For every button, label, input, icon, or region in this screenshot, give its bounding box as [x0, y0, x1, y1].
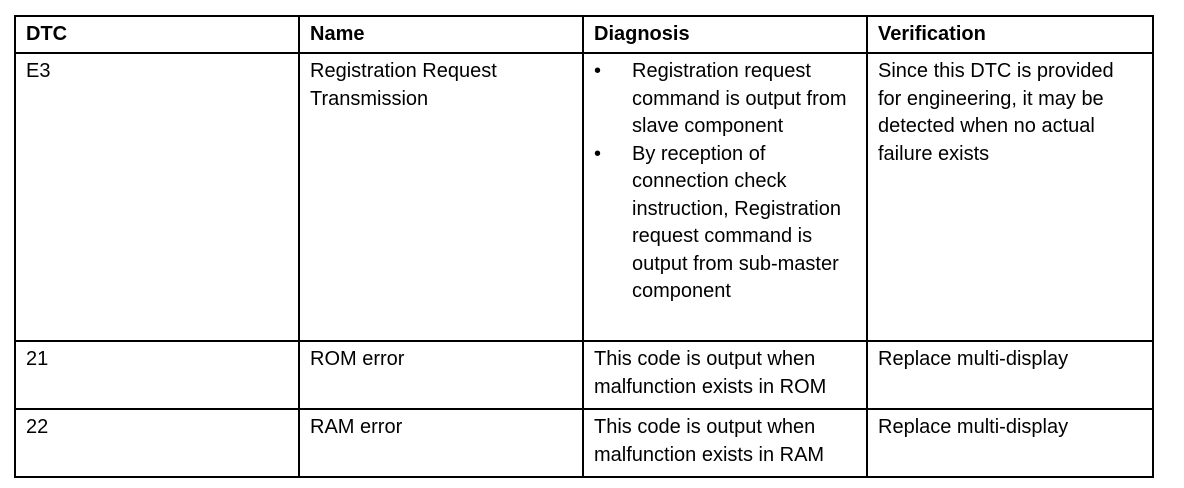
table-row [15, 409, 1153, 477]
header-name: Name [299, 16, 583, 53]
header-verification: Verification [867, 16, 1153, 53]
cell-verification: Replace multi-display [867, 341, 1153, 409]
cell-verification: Replace multi-display [867, 409, 1153, 477]
cell-diagnosis [583, 53, 867, 341]
diagnosis-item-text: By reception of connection check instruction, Registration request command is output from sub-master component [632, 142, 841, 302]
header-dtc: DTC [15, 16, 299, 53]
cell-name: RAM error [299, 409, 583, 477]
cell-name: Registration Request Transmission [299, 53, 583, 341]
table-header-row [15, 16, 1153, 53]
cell-verification: Since this DTC is provided for engineering, it may be detected when no actual failure exists [867, 53, 1153, 341]
list-item [594, 58, 856, 141]
cell-name: ROM error [299, 341, 583, 409]
cell-dtc: 21 [15, 341, 299, 409]
diagnosis-list [594, 58, 856, 306]
header-diagnosis: Diagnosis [583, 16, 867, 53]
cell-diagnosis: This code is output when malfunction exists in ROM [583, 341, 867, 409]
cell-dtc: 22 [15, 409, 299, 477]
table-row [15, 53, 1153, 341]
cell-diagnosis: This code is output when malfunction exists in RAM [583, 409, 867, 477]
cell-dtc: E3 [15, 53, 299, 341]
bullet-icon: • [594, 142, 602, 165]
list-item [594, 141, 856, 306]
dtc-table [14, 15, 1154, 478]
bullet-icon: • [594, 60, 602, 82]
table-row [15, 341, 1153, 409]
diagnosis-item-text: Registration request command is output from slave component [632, 60, 847, 137]
